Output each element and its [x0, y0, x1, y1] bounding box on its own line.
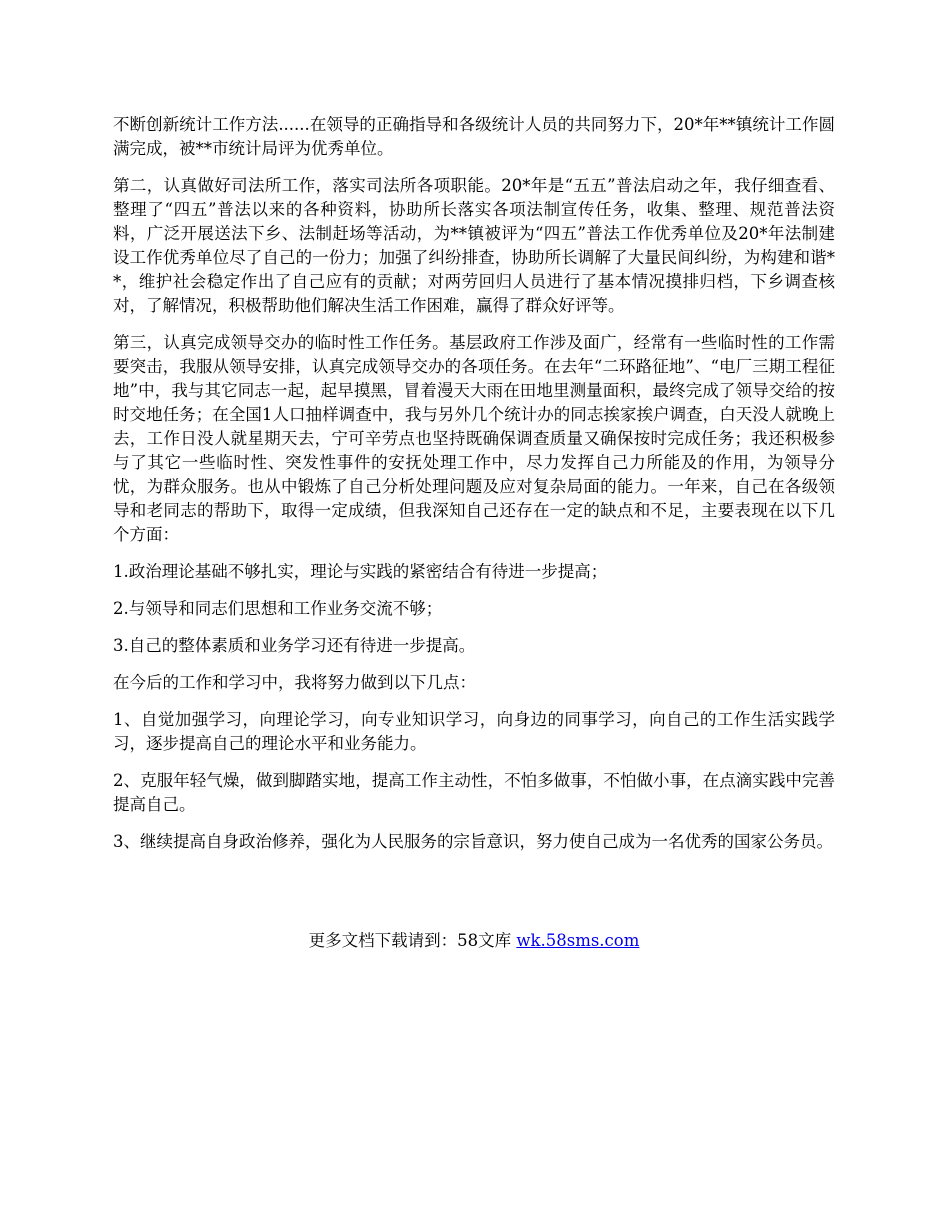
footer-prefix-text: 更多文档下载请到：58文库	[308, 931, 517, 950]
paragraph-statistics-summary: 不断创新统计工作方法......在领导的正确指导和各级统计人员的共同努力下，20*年**镇统计工作圆满完成，被**市统计局评为优秀单位。	[113, 115, 835, 158]
shortcoming-item-1: 1.政治理论基础不够扎实，理论与实践的紧密结合有待进一步提高；	[113, 562, 608, 581]
shortcoming-item-2: 2.与领导和同志们思想和工作业务交流不够；	[113, 599, 443, 618]
future-plan-intro: 在今后的工作和学习中，我将努力做到以下几点：	[113, 673, 476, 692]
footer-download-note	[113, 929, 835, 953]
shortcoming-item-3: 3.自己的整体素质和业务学习还有待进一步提高。	[113, 636, 476, 655]
future-plan-item-2: 2、克服年轻气燥，做到脚踏实地，提高工作主动性，不怕多做事，不怕做小事，在点滴实践中完善提高自己。	[113, 771, 835, 814]
future-plan-item-1: 1、自觉加强学习，向理论学习，向专业知识学习，向身边的同事学习，向自己的工作生活实践学习，逐步提高自己的理论水平和业务能力。	[113, 710, 835, 753]
document-body	[113, 113, 835, 867]
paragraph-judicial-work: 第二，认真做好司法所工作，落实司法所各项职能。20*年是“五五”普法启动之年，我仔细查看、整理了“四五”普法以来的各种资料，协助所长落实各项法制宣传任务，收集、整理、规范普法资料，广泛开展送法下乡、法制赶场等活动，为**镇被评为“四五”普法工作优秀单位及20*年法制建设工作优秀单位尽了自己的一份力；加强了纠纷排查，协助所长调解了大量民间纠纷，为构建和谐**，维护社会稳定作出了自己应有的贡献；对两劳回归人员进行了基本情况摸排归档，下乡调查核对，了解情况，积极帮助他们解决生活工作困难，赢得了群众好评等。	[113, 176, 835, 315]
paragraph-temporary-tasks: 第三，认真完成领导交办的临时性工作任务。基层政府工作涉及面广，经常有一些临时性的工作需要突击，我服从领导安排，认真完成领导交办的各项任务。在去年“二环路征地”、“电厂三期工程征地”中，我与其它同志一起，起早摸黑，冒着漫天大雨在田地里测量面积，最终完成了领导交给的按时交地任务；在全国1人口抽样调查中，我与另外几个统计办的同志挨家挨户调查，白天没人就晚上去，工作日没人就星期天去，宁可辛劳点也坚持既确保调查质量又确保按时完成任务；我还积极参与了其它一些临时性、突发性事件的安抚处理工作中，尽力发挥自己力所能及的作用，为领导分忧，为群众服务。也从中锻炼了自己分析处理问题及应对复杂局面的能力。一年来，自己在各级领导和老同志的帮助下，取得一定成绩，但我深知自己还存在一定的缺点和不足，主要表现在以下几个方面：	[113, 333, 835, 544]
future-plan-item-3: 3、继续提高自身政治修养，强化为人民服务的宗旨意识，努力使自己成为一名优秀的国家公务员。	[113, 832, 833, 851]
footer-link[interactable]: wk.58sms.com	[516, 931, 640, 950]
